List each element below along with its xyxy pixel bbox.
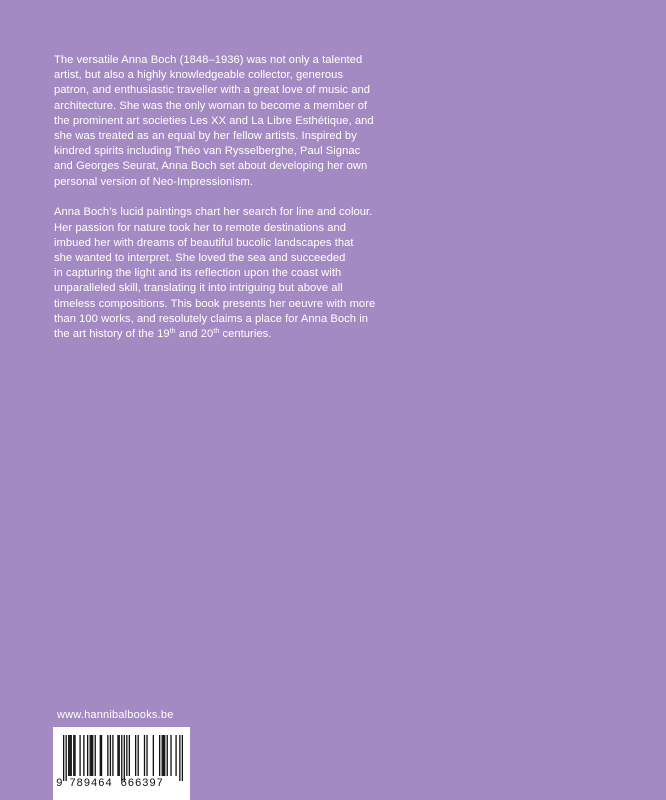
barcode-first-digit: 9 — [56, 778, 64, 790]
blurb-last-line — [54, 327, 394, 342]
blurb-line: and Georges Seurat, Anna Boch set about developing her own — [54, 160, 368, 173]
barcode-bar — [162, 735, 163, 776]
barcode-bar — [159, 735, 160, 776]
barcode-bar — [87, 735, 88, 776]
barcode-bar — [144, 735, 145, 776]
barcode-bar — [92, 735, 93, 776]
barcode-bar — [153, 735, 154, 776]
barcode-bar — [90, 735, 91, 776]
barcode-bar — [182, 735, 183, 781]
blurb-line: unparalleled skill, translating it into intriguing but above all — [54, 282, 343, 295]
blurb-line: the prominent art societies Les XX and La Libre Esthétique, and — [54, 114, 374, 127]
blurb-line: artist, but also a highly knowledgeable collector, generous — [54, 69, 344, 82]
blurb-line: timeless compositions. This book presents her oeuvre with more — [54, 297, 376, 310]
barcode-bar — [73, 735, 74, 776]
blurb-line: kindred spirits including Théo van Rysselberghe, Paul Signac — [54, 145, 361, 158]
barcode-bar — [135, 735, 136, 776]
blurb-line: patron, and enthusiastic traveller with a great love of music and — [54, 84, 371, 97]
barcode-bar — [101, 735, 102, 776]
barcode-bar — [95, 735, 96, 776]
barcode-bar — [179, 735, 180, 781]
barcode-bar — [63, 735, 64, 781]
barcode-bar — [74, 735, 75, 776]
blurb-line: personal version of Neo-Impressionism. — [54, 175, 254, 188]
barcode-bar — [69, 735, 70, 776]
blurb-paragraph-2 — [54, 205, 394, 342]
barcode-bar — [138, 735, 139, 776]
blurb-text: the art history of the 19 — [54, 327, 170, 340]
blurb-line: Anna Boch’s lucid paintings chart her search for line and colour. — [54, 206, 373, 219]
barcode-bar — [68, 735, 69, 776]
barcode-group-1: 789464 — [69, 778, 113, 790]
barcode-bar — [79, 735, 80, 776]
barcode-bar — [71, 735, 72, 776]
back-cover-blurb — [54, 53, 394, 358]
barcode-bar — [163, 735, 164, 776]
barcode-bar — [129, 735, 130, 776]
ordinal-suffix: th — [213, 327, 220, 335]
barcode-bar — [110, 735, 111, 776]
barcode-digits — [56, 778, 187, 790]
barcode-group-2: 666397 — [120, 778, 164, 790]
blurb-line: in capturing the light and its reflection upon the coast with — [54, 267, 342, 280]
blurb-line: The versatile Anna Boch (1848–1936) was not only a talented — [54, 54, 363, 66]
blurb-line: than 100 works, and resolutely claims a place for Anna Boch in — [54, 312, 369, 325]
barcode-bar — [83, 735, 84, 776]
barcode-bar — [117, 735, 118, 776]
blurb-line: she was treated as an equal by her fellow artists. Inspired by — [54, 130, 357, 143]
blurb-paragraph-1 — [54, 53, 394, 190]
barcode-bar — [124, 735, 125, 781]
barcode-bar — [167, 735, 168, 776]
barcode-bar — [66, 735, 67, 781]
isbn-barcode — [53, 727, 190, 800]
ordinal-suffix: th — [169, 327, 176, 335]
blurb-line: imbued her with dreams of beautiful bucolic landscapes that — [54, 236, 354, 249]
barcode-bar — [112, 735, 113, 776]
barcode-bar — [164, 735, 165, 776]
barcode-bars — [63, 735, 183, 781]
blurb-line: she wanted to interpret. She loved the sea and succeeded — [54, 251, 346, 264]
blurb-line: architecture. She was the only woman to become a member of — [54, 99, 368, 112]
barcode-bar — [100, 735, 101, 776]
publisher-website[interactable]: www.hannibalbooks.be — [57, 709, 174, 721]
barcode-bar — [170, 735, 171, 776]
barcode-bar — [91, 735, 92, 776]
blurb-line: Her passion for nature took her to remote destinations and — [54, 221, 347, 234]
blurb-text: centuries. — [219, 327, 272, 340]
barcode-bar — [175, 735, 176, 776]
barcode-bar — [126, 735, 127, 776]
barcode-bar — [107, 735, 108, 776]
blurb-text: and 20 — [175, 327, 214, 340]
barcode-bar — [119, 735, 120, 776]
barcode-bar — [146, 735, 147, 776]
barcode-bar — [121, 735, 122, 781]
